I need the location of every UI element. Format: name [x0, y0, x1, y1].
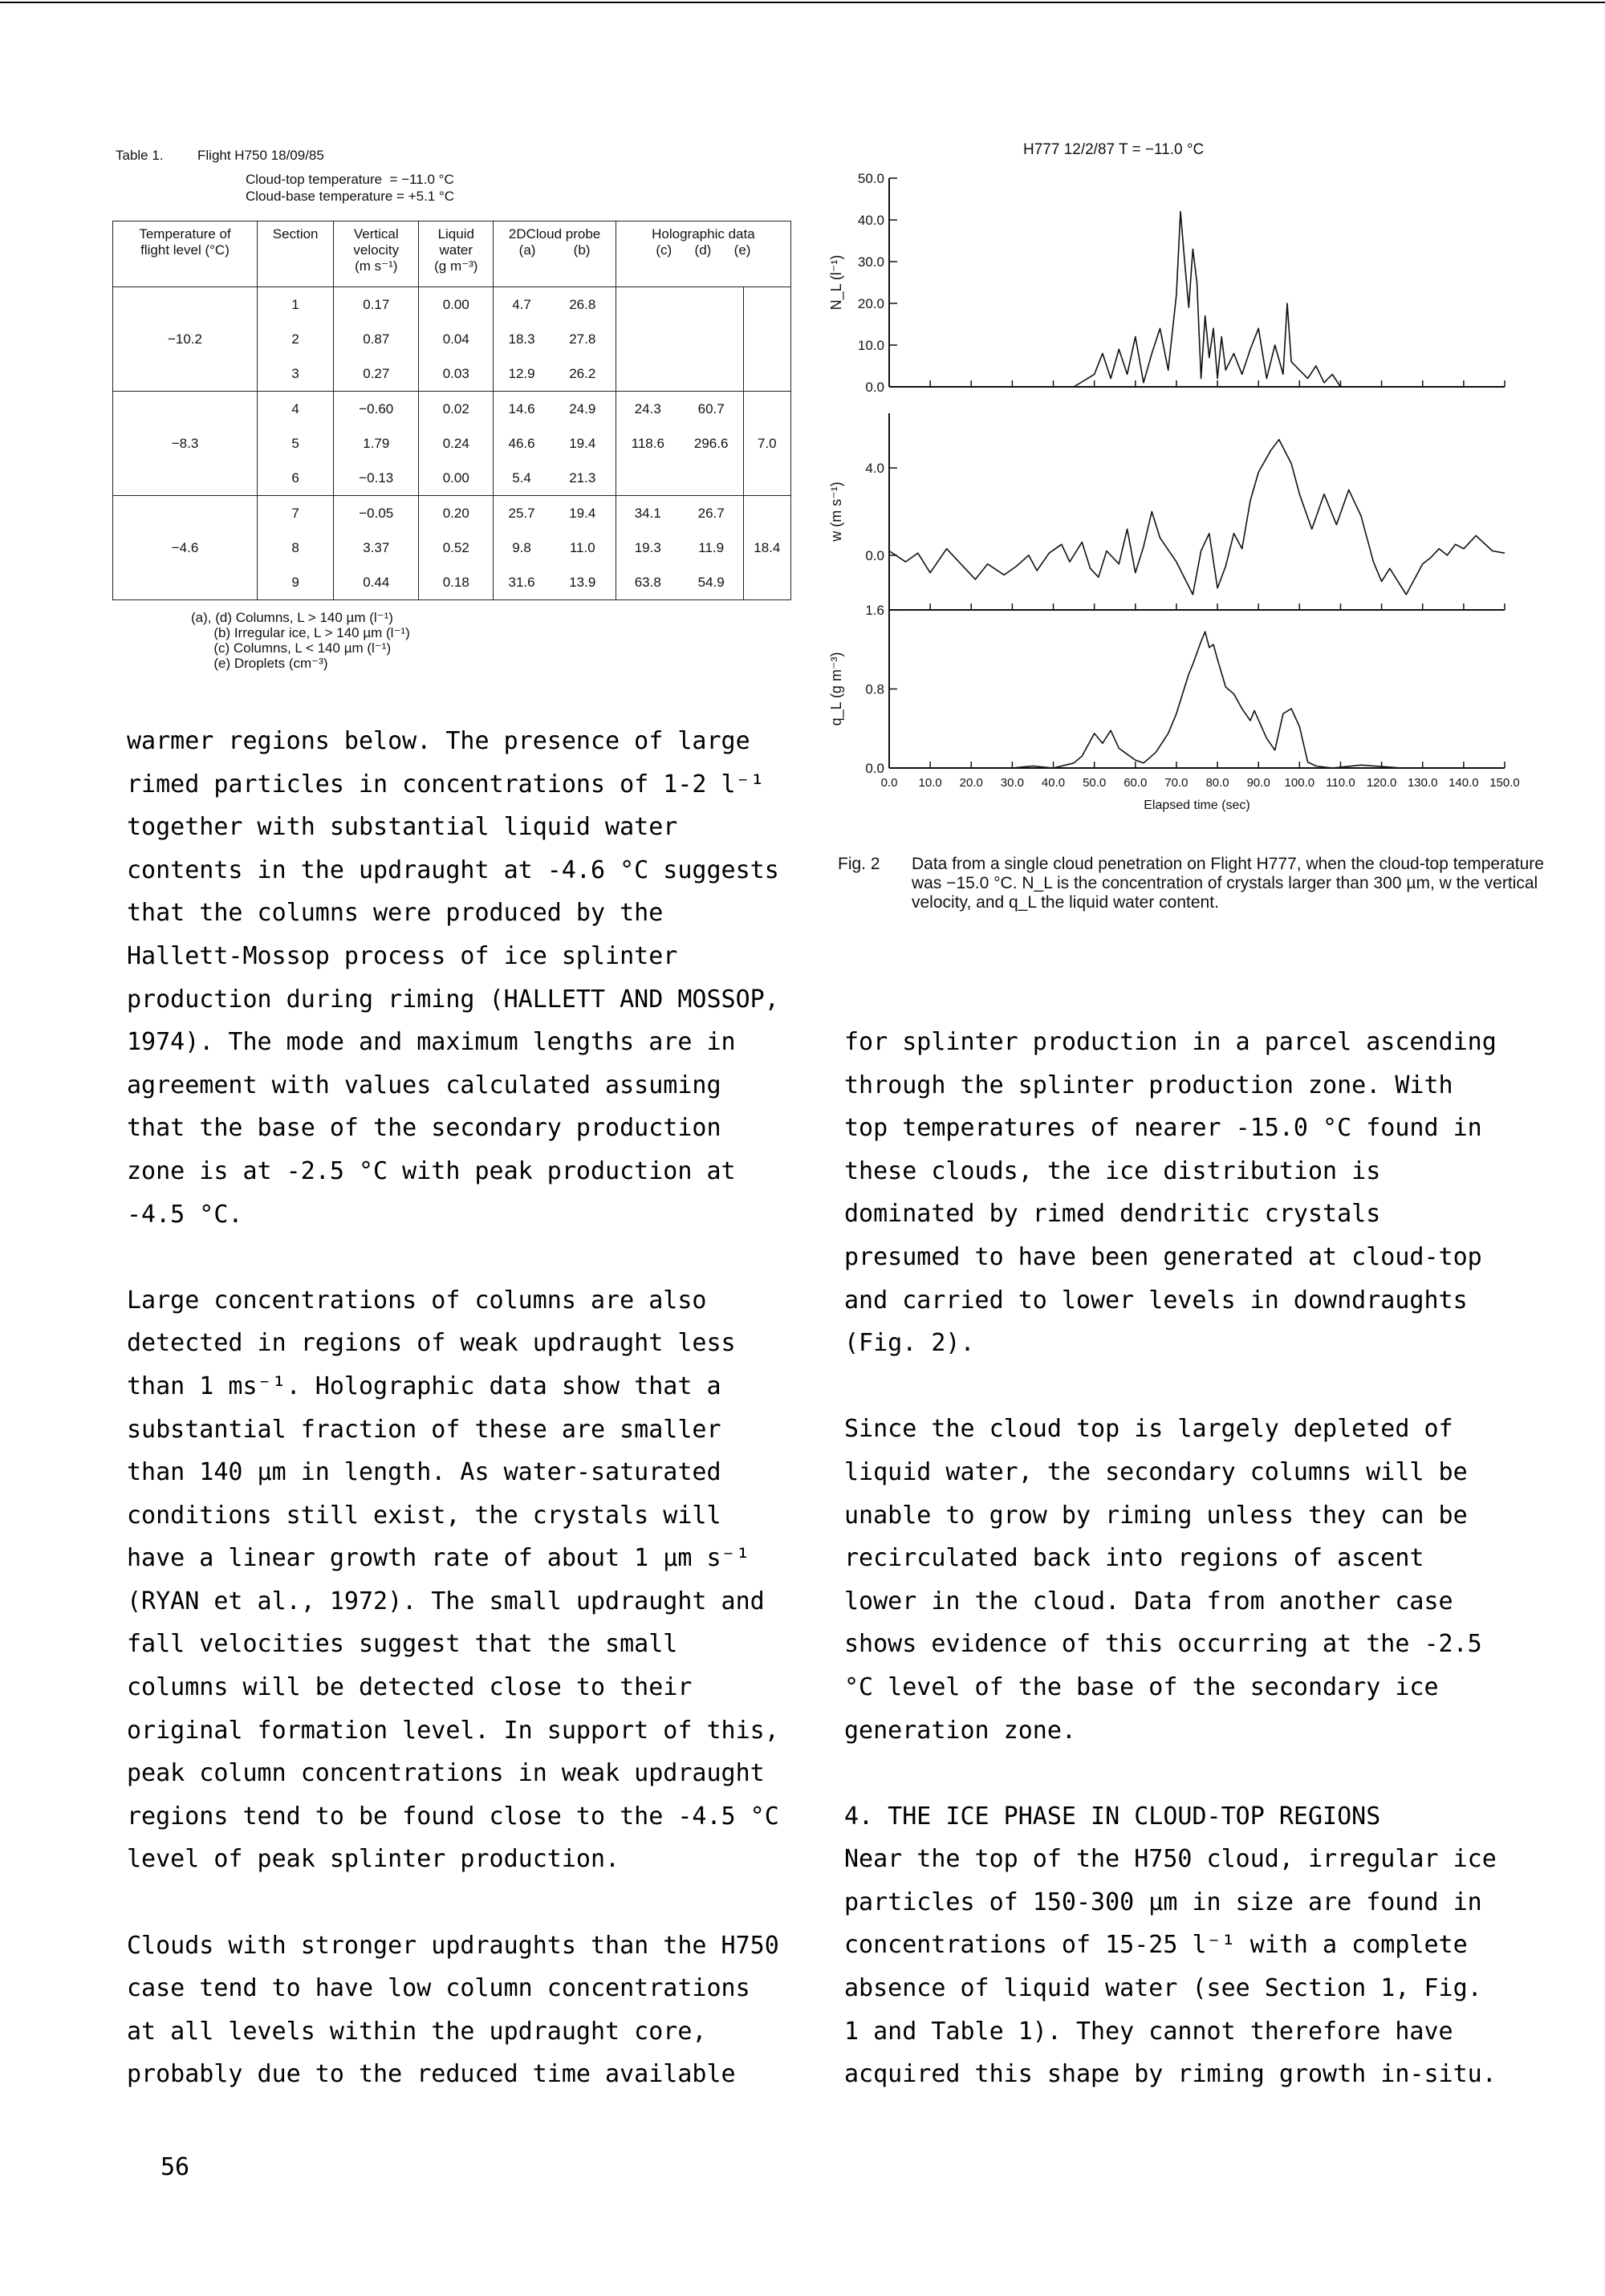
text-line: lower in the cloud. Data from another case [844, 1587, 1453, 1615]
right-column-text [844, 1021, 1497, 2096]
cell-temperature: −4.6 [113, 496, 258, 600]
y-axis-label: w (m s⁻¹) [828, 482, 844, 542]
cell-a: 46.6 [494, 426, 550, 461]
cell-d [680, 322, 743, 356]
cell-section: 6 [258, 461, 334, 496]
text-line: -4.5 °C. [127, 1200, 243, 1229]
cell-a: 4.7 [494, 287, 550, 323]
table-body [113, 287, 791, 600]
text-line: unable to grow by riming unless they can be [844, 1501, 1468, 1530]
cell-w: 0.44 [334, 565, 419, 600]
text-line: than 140 µm in length. As water-saturated [127, 1458, 721, 1487]
x-tick-label: 10.0 [918, 776, 942, 790]
x-tick-label: 140.0 [1449, 776, 1479, 790]
text-line: contents in the updraught at -4.6 °C suggests [127, 855, 779, 884]
text-line: original formation level. In support of this, [127, 1716, 779, 1745]
text-line: top temperatures of nearer -15.0 °C found in [844, 1114, 1482, 1143]
text-line: conditions still exist, the crystals will [127, 1501, 721, 1530]
cell-c [616, 287, 679, 323]
cell-a: 9.8 [494, 530, 550, 565]
cell-d [680, 461, 743, 496]
table-row [113, 392, 791, 427]
text-line: °C level of the base of the secondary ice [844, 1672, 1439, 1701]
note-line: (b) Irregular ice, L > 140 µm (l⁻¹) [191, 625, 410, 640]
text-line [844, 1365, 1497, 1408]
text-line: peak column concentrations in weak updraught [127, 1759, 765, 1788]
text-line [127, 1881, 779, 1924]
data-table [112, 221, 791, 600]
table-label: Table 1. [116, 148, 164, 163]
y-axis-label: q_L (g m⁻³) [828, 652, 844, 726]
cell-d: 26.7 [680, 496, 743, 531]
x-tick-label: 60.0 [1124, 776, 1148, 790]
cell-e [743, 565, 790, 600]
cell-c: 118.6 [616, 426, 679, 461]
note-line: (a), (d) Columns, L > 140 µm (l⁻¹) [191, 610, 393, 625]
text-line: rimed particles in concentrations of 1-2 l⁻¹ [127, 770, 765, 799]
cell-e [743, 356, 790, 392]
cell-a: 25.7 [494, 496, 550, 531]
text-line: Clouds with stronger updraughts than the H750 [127, 1931, 779, 1960]
text-line: have a linear growth rate of about 1 µm s⁻¹ [127, 1544, 750, 1573]
cell-w: 0.17 [334, 287, 419, 323]
cell-w: −0.13 [334, 461, 419, 496]
cell-c: 34.1 [616, 496, 679, 531]
cell-ql: 0.20 [419, 496, 494, 531]
cell-ql: 0.02 [419, 392, 494, 427]
text-line: through the splinter production zone. With [844, 1071, 1453, 1099]
text-line: level of peak splinter production. [127, 1845, 620, 1874]
x-tick-label: 0.0 [880, 776, 898, 790]
cell-e: 7.0 [743, 426, 790, 461]
cell-section: 4 [258, 392, 334, 427]
y-tick-label: 0.0 [865, 380, 884, 395]
cell-w: 0.87 [334, 322, 419, 356]
cell-section: 1 [258, 287, 334, 323]
x-tick-label: 30.0 [1000, 776, 1025, 790]
x-tick-label: 50.0 [1083, 776, 1107, 790]
y-tick-label: 0.8 [865, 681, 884, 697]
cell-section: 2 [258, 322, 334, 356]
cell-e [743, 496, 790, 531]
header-liquid-water: Liquid water (g m⁻³) [419, 221, 494, 287]
text-line: 4. THE ICE PHASE IN CLOUD-TOP REGIONS [844, 1802, 1381, 1831]
header-vertical-velocity: Vertical velocity (m s⁻¹) [334, 221, 419, 287]
cell-ql: 0.00 [419, 461, 494, 496]
table-notes [191, 610, 410, 671]
text-line: generation zone. [844, 1716, 1076, 1745]
header-2d-probe: 2DCloud probe (a) (b) [494, 221, 616, 287]
page-number: 56 [160, 2153, 190, 2181]
cell-d: 54.9 [680, 565, 743, 600]
cell-d [680, 356, 743, 392]
x-tick-label: 90.0 [1246, 776, 1270, 790]
text-line: columns will be detected close to their [127, 1673, 693, 1702]
x-axis-label: Elapsed time (sec) [1144, 799, 1250, 812]
cell-b: 24.9 [550, 392, 616, 427]
text-line: shows evidence of this occurring at the -2.5 [844, 1630, 1482, 1659]
figure-title: H777 12/2/87 T = −11.0 °C [1023, 141, 1205, 158]
header-holographic: Holographic data (c) (d) (e) [616, 221, 790, 287]
x-tick-label: 70.0 [1164, 776, 1189, 790]
text-line: presumed to have been generated at cloud-top [844, 1242, 1482, 1271]
text-line: Since the cloud top is largely depleted of [844, 1415, 1453, 1444]
text-line: that the base of the secondary production [127, 1114, 721, 1143]
cell-w: −0.60 [334, 392, 419, 427]
y-tick-label: 4.0 [865, 461, 884, 477]
cell-a: 14.6 [494, 392, 550, 427]
cell-section: 8 [258, 530, 334, 565]
text-line: liquid water, the secondary columns will be [844, 1457, 1468, 1486]
cell-temperature: −10.2 [113, 287, 258, 392]
cell-d: 11.9 [680, 530, 743, 565]
cell-section: 5 [258, 426, 334, 461]
header-temperature: Temperature of flight level (°C) [113, 221, 258, 287]
cell-e [743, 461, 790, 496]
cell-e: 18.4 [743, 530, 790, 565]
cell-d [680, 287, 743, 323]
x-tick-label: 40.0 [1041, 776, 1066, 790]
table-row [113, 496, 791, 531]
cell-ql: 0.18 [419, 565, 494, 600]
text-line: absence of liquid water (see Section 1, Fig. [844, 1974, 1482, 2003]
cell-section: 9 [258, 565, 334, 600]
text-line: for splinter production in a parcel ascending [844, 1028, 1497, 1056]
y-tick-label: 1.6 [865, 603, 884, 618]
x-tick-label: 130.0 [1407, 776, 1438, 790]
cell-w: −0.05 [334, 496, 419, 531]
cell-a: 12.9 [494, 356, 550, 392]
text-line: recirculated back into regions of ascent [844, 1544, 1424, 1573]
text-line: that the columns were produced by the [127, 899, 664, 928]
y-tick-label: 40.0 [857, 213, 884, 228]
y-tick-label: 30.0 [857, 254, 884, 270]
cell-ql: 0.00 [419, 287, 494, 323]
text-line: these clouds, the ice distribution is [844, 1156, 1381, 1185]
cell-w: 1.79 [334, 426, 419, 461]
text-line: together with substantial liquid water [127, 813, 678, 842]
x-tick-label: 20.0 [959, 776, 983, 790]
text-line: substantial fraction of these are smaller [127, 1415, 721, 1444]
text-line: (RYAN et al., 1972). The small updraught and [127, 1587, 765, 1615]
cell-a: 31.6 [494, 565, 550, 600]
cell-e [743, 322, 790, 356]
text-line: regions tend to be found close to the -4.5 °C [127, 1802, 779, 1831]
y-tick-label: 50.0 [857, 171, 884, 186]
text-line: at all levels within the updraught core, [127, 2017, 707, 2046]
cell-c [616, 356, 679, 392]
cell-b: 26.2 [550, 356, 616, 392]
cell-ql: 0.52 [419, 530, 494, 565]
cell-c [616, 322, 679, 356]
x-tick-label: 150.0 [1489, 776, 1520, 790]
cell-b: 11.0 [550, 530, 616, 565]
text-line: than 1 ms⁻¹. Holographic data show that a [127, 1372, 721, 1400]
cell-b: 27.8 [550, 322, 616, 356]
series-line-w [889, 440, 1505, 595]
text-line: production during riming (HALLETT AND MOSSOP, [127, 985, 779, 1014]
cell-a: 18.3 [494, 322, 550, 356]
cell-d: 60.7 [680, 392, 743, 427]
series-line-q_L [889, 632, 1505, 768]
y-tick-label: 10.0 [857, 338, 884, 353]
x-tick-label: 120.0 [1366, 776, 1397, 790]
y-tick-label: 20.0 [857, 296, 884, 311]
text-line: and carried to lower levels in downdraughts [844, 1286, 1468, 1315]
cloud-base-temp: Cloud-base temperature = +5.1 °C [246, 189, 455, 204]
text-line [127, 1236, 779, 1279]
text-line: fall velocities suggest that the small [127, 1630, 678, 1659]
text-line: dominated by rimed dendritic crystals [844, 1200, 1381, 1229]
text-line [844, 1752, 1497, 1795]
x-tick-label: 110.0 [1326, 776, 1355, 790]
cell-ql: 0.04 [419, 322, 494, 356]
x-tick-label: 80.0 [1205, 776, 1229, 790]
text-line: case tend to have low column concentrations [127, 1974, 750, 2003]
cell-b: 19.4 [550, 426, 616, 461]
top-rule [0, 2, 1605, 3]
y-axis-label: N_L (l⁻¹) [828, 254, 844, 311]
cell-d: 296.6 [680, 426, 743, 461]
text-line: Large concentrations of columns are also [127, 1286, 707, 1315]
y-tick-label: 0.0 [865, 547, 884, 563]
text-line: (Fig. 2). [844, 1329, 975, 1358]
text-line: 1974). The mode and maximum lengths are in [127, 1028, 736, 1057]
cell-b: 19.4 [550, 496, 616, 531]
cell-section: 3 [258, 356, 334, 392]
cell-b: 21.3 [550, 461, 616, 496]
cell-c: 19.3 [616, 530, 679, 565]
y-tick-label: 0.0 [865, 761, 884, 776]
cell-c [616, 461, 679, 496]
figure-caption-text: Data from a single cloud penetration on Flight H777, when the cloud-top temperature was −15.0 °C. N_L is the concentration of crystals larger than 300 µm, w the vertical velocity, and q_L the liquid water content. [912, 855, 1544, 912]
cell-b: 13.9 [550, 565, 616, 600]
text-line: agreement with values calculated assuming [127, 1071, 721, 1099]
text-line: acquired this shape by riming growth in-situ. [844, 2060, 1497, 2089]
cell-e [743, 287, 790, 323]
table-title: Flight H750 18/09/85 [197, 148, 324, 163]
left-column-text [127, 720, 779, 2096]
cell-w: 3.37 [334, 530, 419, 565]
cloud-top-temp: Cloud-top temperature = −11.0 °C [246, 172, 454, 187]
cell-ql: 0.03 [419, 356, 494, 392]
cell-c: 63.8 [616, 565, 679, 600]
cell-w: 0.27 [334, 356, 419, 392]
text-line: zone is at -2.5 °C with peak production at [127, 1156, 736, 1185]
cell-a: 5.4 [494, 461, 550, 496]
x-tick-label: 100.0 [1284, 776, 1315, 790]
text-line: 1 and Table 1). They cannot therefore have [844, 2017, 1453, 2046]
figure-2-chart [827, 136, 1565, 883]
text-line: Hallett-Mossop process of ice splinter [127, 941, 678, 970]
series-line-N_L [889, 212, 1505, 387]
text-line: Near the top of the H750 cloud, irregular ice [844, 1845, 1497, 1874]
note-line: (c) Columns, L < 140 µm (l⁻¹) [191, 640, 392, 656]
header-section: Section [258, 221, 334, 287]
table-row [113, 287, 791, 323]
text-line: particles of 150-300 µm in size are found in [844, 1888, 1482, 1916]
text-line: warmer regions below. The presence of large [127, 727, 750, 755]
text-line: concentrations of 15-25 l⁻¹ with a complete [844, 1931, 1468, 1960]
cell-c: 24.3 [616, 392, 679, 427]
note-line: (e) Droplets (cm⁻³) [191, 656, 328, 671]
text-line: probably due to the reduced time available [127, 2060, 736, 2089]
text-line: detected in regions of weak updraught less [127, 1329, 736, 1358]
cell-ql: 0.24 [419, 426, 494, 461]
cell-section: 7 [258, 496, 334, 531]
cell-b: 26.8 [550, 287, 616, 323]
cell-e [743, 392, 790, 427]
figure-number: Fig. 2 [838, 855, 880, 873]
cell-temperature: −8.3 [113, 392, 258, 496]
